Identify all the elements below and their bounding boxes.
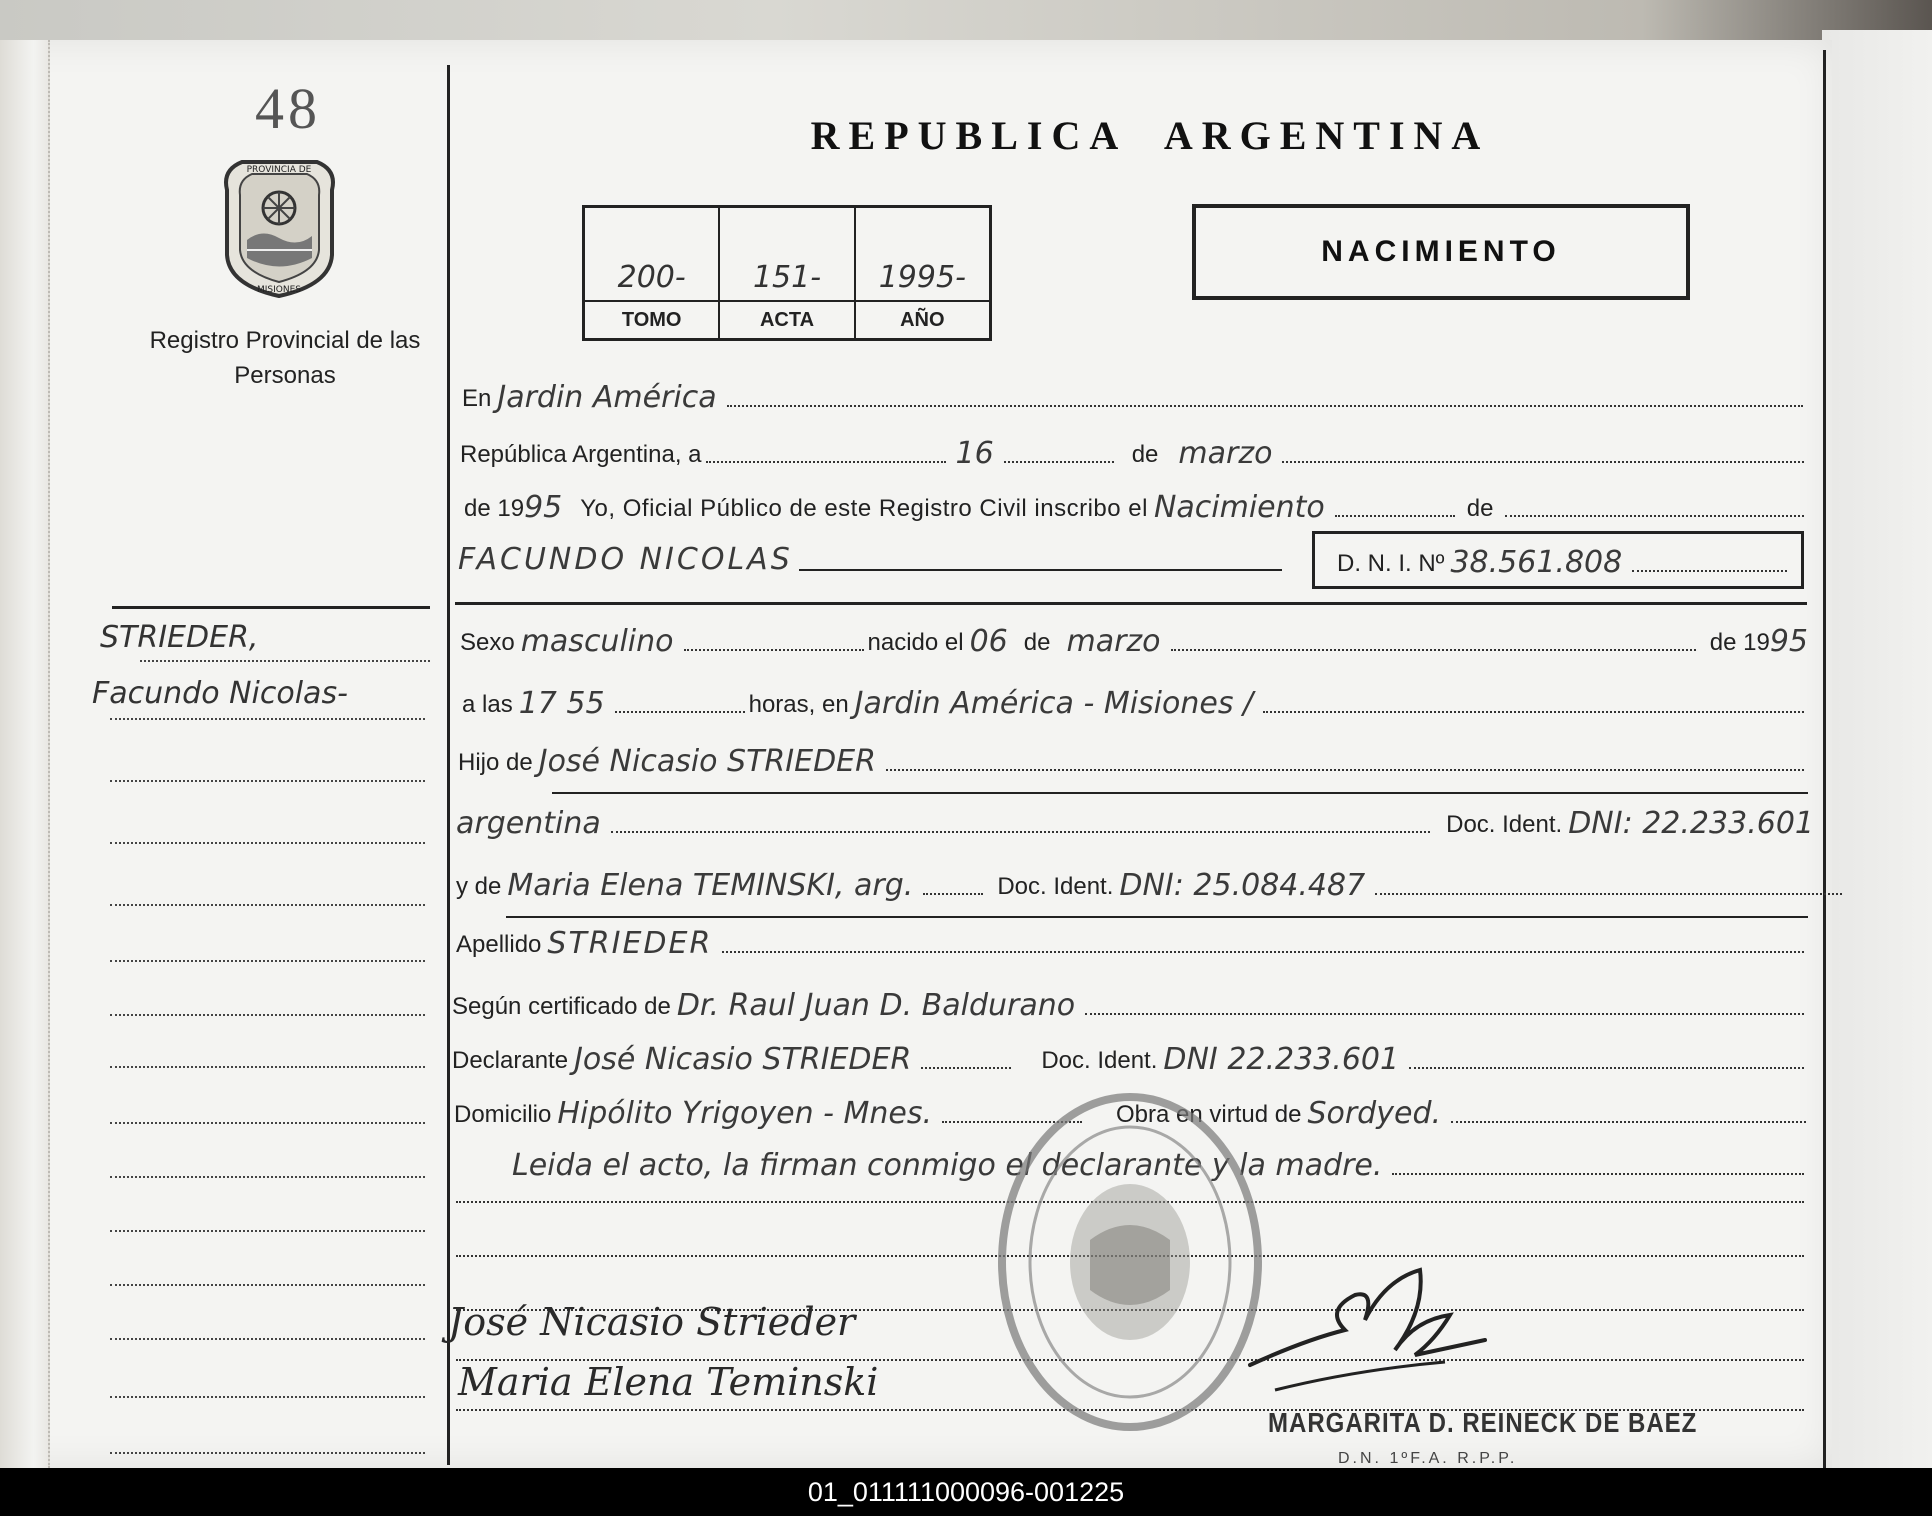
- birth-year-value: 95: [1769, 624, 1808, 659]
- fill-line: [1451, 1120, 1806, 1123]
- dni-box: [1312, 531, 1804, 589]
- father-doc-label: Doc. Ident.: [1446, 811, 1563, 838]
- registration-table: [582, 205, 992, 341]
- right-border-line: [1823, 50, 1826, 1470]
- certificado-value: Dr. Raul Juan D. Baldurano: [676, 988, 1076, 1023]
- domicilio-label: Domicilio: [454, 1101, 552, 1128]
- domicilio-value: Hipólito Yrigoyen - Mnes.: [557, 1096, 933, 1131]
- row-name: [452, 540, 1282, 575]
- obra-label: Obra en virtud de: [1116, 1101, 1302, 1128]
- mother-doc-value: DNI: 25.084.487: [1119, 868, 1366, 903]
- fill-line: [1282, 460, 1804, 463]
- fill-line: [1409, 1066, 1804, 1069]
- fill-line: [684, 648, 864, 651]
- fill-line: [886, 768, 1804, 771]
- fill-line: [727, 404, 1803, 407]
- row-time: [462, 684, 1808, 719]
- acta-cell: [720, 208, 855, 338]
- row-father: [458, 742, 1808, 777]
- father-nationality-value: argentina: [456, 806, 601, 841]
- photo-background-right: [1822, 30, 1932, 1470]
- certificado-label: Según certificado de: [452, 993, 671, 1020]
- fill-line: [799, 569, 1282, 571]
- margin-rule: [110, 1230, 425, 1232]
- fill-line: [1004, 460, 1114, 463]
- declarante-doc-label: Doc. Ident.: [1041, 1047, 1158, 1074]
- birth-day-value: 06: [969, 624, 1008, 659]
- row-apellido: [456, 924, 1808, 959]
- fill-line: [1375, 892, 1842, 895]
- ano-label: AÑO: [856, 300, 989, 338]
- margin-rule: [110, 1338, 425, 1340]
- father-value: José Nicasio STRIEDER: [538, 744, 876, 779]
- row-certificado: [452, 986, 1808, 1021]
- ano-cell: [856, 208, 989, 338]
- hijo-label: Hijo de: [458, 749, 533, 776]
- row-mother: [456, 866, 1846, 901]
- sexo-label: Sexo: [460, 629, 515, 656]
- seal-bottom-text: MISIONES: [256, 285, 302, 295]
- mother-signature: Maria Elena Teminski: [458, 1360, 879, 1404]
- mother-doc-label: Doc. Ident.: [997, 873, 1114, 900]
- image-caption: 01_011111000096-001225: [0, 1468, 1932, 1516]
- margin-rule: [110, 1122, 425, 1124]
- horas-label: horas, en: [748, 691, 849, 718]
- place-value: Jardin América: [497, 380, 717, 415]
- fill-line: [706, 460, 946, 463]
- fill-line: [921, 1066, 1011, 1069]
- margin-separator: [112, 606, 430, 609]
- fill-line: [1392, 1172, 1804, 1175]
- sexo-value: masculino: [520, 624, 674, 659]
- declarante-value: José Nicasio STRIEDER: [574, 1042, 912, 1077]
- folio-number: 48: [255, 76, 321, 141]
- apellido-value: STRIEDER: [547, 926, 713, 961]
- obra-value: Sordyed.: [1307, 1096, 1442, 1131]
- row-underline: [552, 792, 1808, 794]
- margin-rule: [110, 780, 425, 782]
- margin-rule: [110, 904, 425, 906]
- declarante-doc-value: DNI 22.233.601: [1163, 1042, 1400, 1077]
- official-stamp-icon: [995, 1090, 1265, 1435]
- birth-month-value: marzo: [1066, 624, 1161, 659]
- note-value: Leida el acto, la firman conmigo el declarante y la madre.: [512, 1148, 1383, 1183]
- month-value: marzo: [1178, 436, 1273, 471]
- de-label: de: [1131, 441, 1159, 468]
- oficial-label: Yo, Oficial Público de este Registro Civil inscribo el: [580, 495, 1148, 522]
- mother-value: Maria Elena TEMINSKI, arg.: [507, 868, 914, 903]
- tomo-cell: [585, 208, 720, 338]
- provincial-seal-icon: [212, 150, 347, 300]
- declarante-label: Declarante: [452, 1047, 569, 1074]
- margin-rule: [110, 718, 425, 720]
- margin-rule: [140, 660, 430, 662]
- row-father-doc: [450, 804, 1820, 839]
- fill-line: [1263, 710, 1804, 713]
- officer-name: MARGARITA D. REINECK DE BAEZ: [1268, 1407, 1698, 1439]
- father-doc-value: DNI: 22.233.601: [1568, 806, 1814, 841]
- margin-rule: [110, 1284, 425, 1286]
- margin-rule: [110, 960, 425, 962]
- dni-value: 38.561.808: [1450, 545, 1623, 580]
- officer-title: D.N. 1ºF.A. R.P.P.: [1338, 1450, 1518, 1467]
- year-value: 95: [524, 490, 563, 525]
- margin-rule: [110, 1066, 425, 1068]
- row-declarante: [452, 1040, 1808, 1075]
- y-de-label: y de: [456, 873, 502, 900]
- a-las-label: a las: [462, 691, 513, 718]
- record-type-box: NACIMIENTO: [1192, 204, 1690, 300]
- fill-line: [722, 950, 1804, 953]
- margin-divider-line: [447, 65, 450, 1465]
- nacido-label: nacido el: [867, 629, 964, 656]
- fill-line: [1171, 648, 1696, 651]
- day-value: 16: [955, 436, 994, 471]
- fill-line: [923, 892, 983, 895]
- margin-rule: [110, 1176, 425, 1178]
- tomo-value: 200-: [617, 260, 686, 295]
- de-after-label: de: [1466, 495, 1494, 522]
- fill-line: [615, 710, 745, 713]
- section-separator: [455, 602, 1807, 605]
- father-signature: José Nicasio Strieder: [448, 1300, 856, 1344]
- fill-line: [1085, 1012, 1804, 1015]
- seal-top-text: PROVINCIA DE: [246, 165, 312, 175]
- row-sex: [460, 622, 1808, 657]
- fill-line: [1505, 514, 1804, 517]
- republica-label: República Argentina, a: [460, 441, 702, 468]
- registry-name: Registro Provincial de las Personas: [149, 327, 421, 389]
- row-underline: [506, 916, 1808, 918]
- margin-given-names: Facundo Nicolas-: [92, 676, 348, 711]
- document-heading: REPUBLICA ARGENTINA: [810, 113, 1490, 158]
- acta-label: ACTA: [720, 300, 853, 338]
- margin-rule: [110, 1014, 425, 1016]
- en-label: En: [462, 385, 492, 412]
- fill-line: [1632, 569, 1787, 572]
- birth-de-label: de: [1023, 629, 1051, 656]
- tomo-label: TOMO: [585, 300, 718, 338]
- de19-label: de 19: [464, 495, 525, 522]
- apellido-label: Apellido: [456, 931, 542, 958]
- row-place: [462, 378, 1807, 413]
- ano-value: 1995-: [878, 260, 966, 295]
- birth-place-value: Jardin América - Misiones /: [854, 686, 1254, 721]
- margin-rule: [110, 842, 425, 844]
- event-value: Nacimiento: [1153, 490, 1325, 525]
- margin-surname: STRIEDER,: [100, 620, 259, 655]
- birth-de19-label: de 19: [1709, 629, 1770, 656]
- birth-time-value: 17 55: [518, 686, 605, 721]
- row-oficial: [464, 488, 1808, 523]
- full-name-value: FACUNDO NICOLAS: [458, 542, 793, 577]
- margin-rule: [110, 1396, 425, 1398]
- fill-line: [1335, 514, 1455, 517]
- row-date: [460, 434, 1808, 469]
- dni-label: D. N. I. Nº: [1337, 550, 1445, 577]
- fill-line: [611, 830, 1430, 833]
- officer-signature-icon: [1245, 1250, 1490, 1400]
- acta-value: 151-: [752, 260, 822, 295]
- margin-rule: [110, 1452, 425, 1454]
- book-binding: [0, 40, 50, 1468]
